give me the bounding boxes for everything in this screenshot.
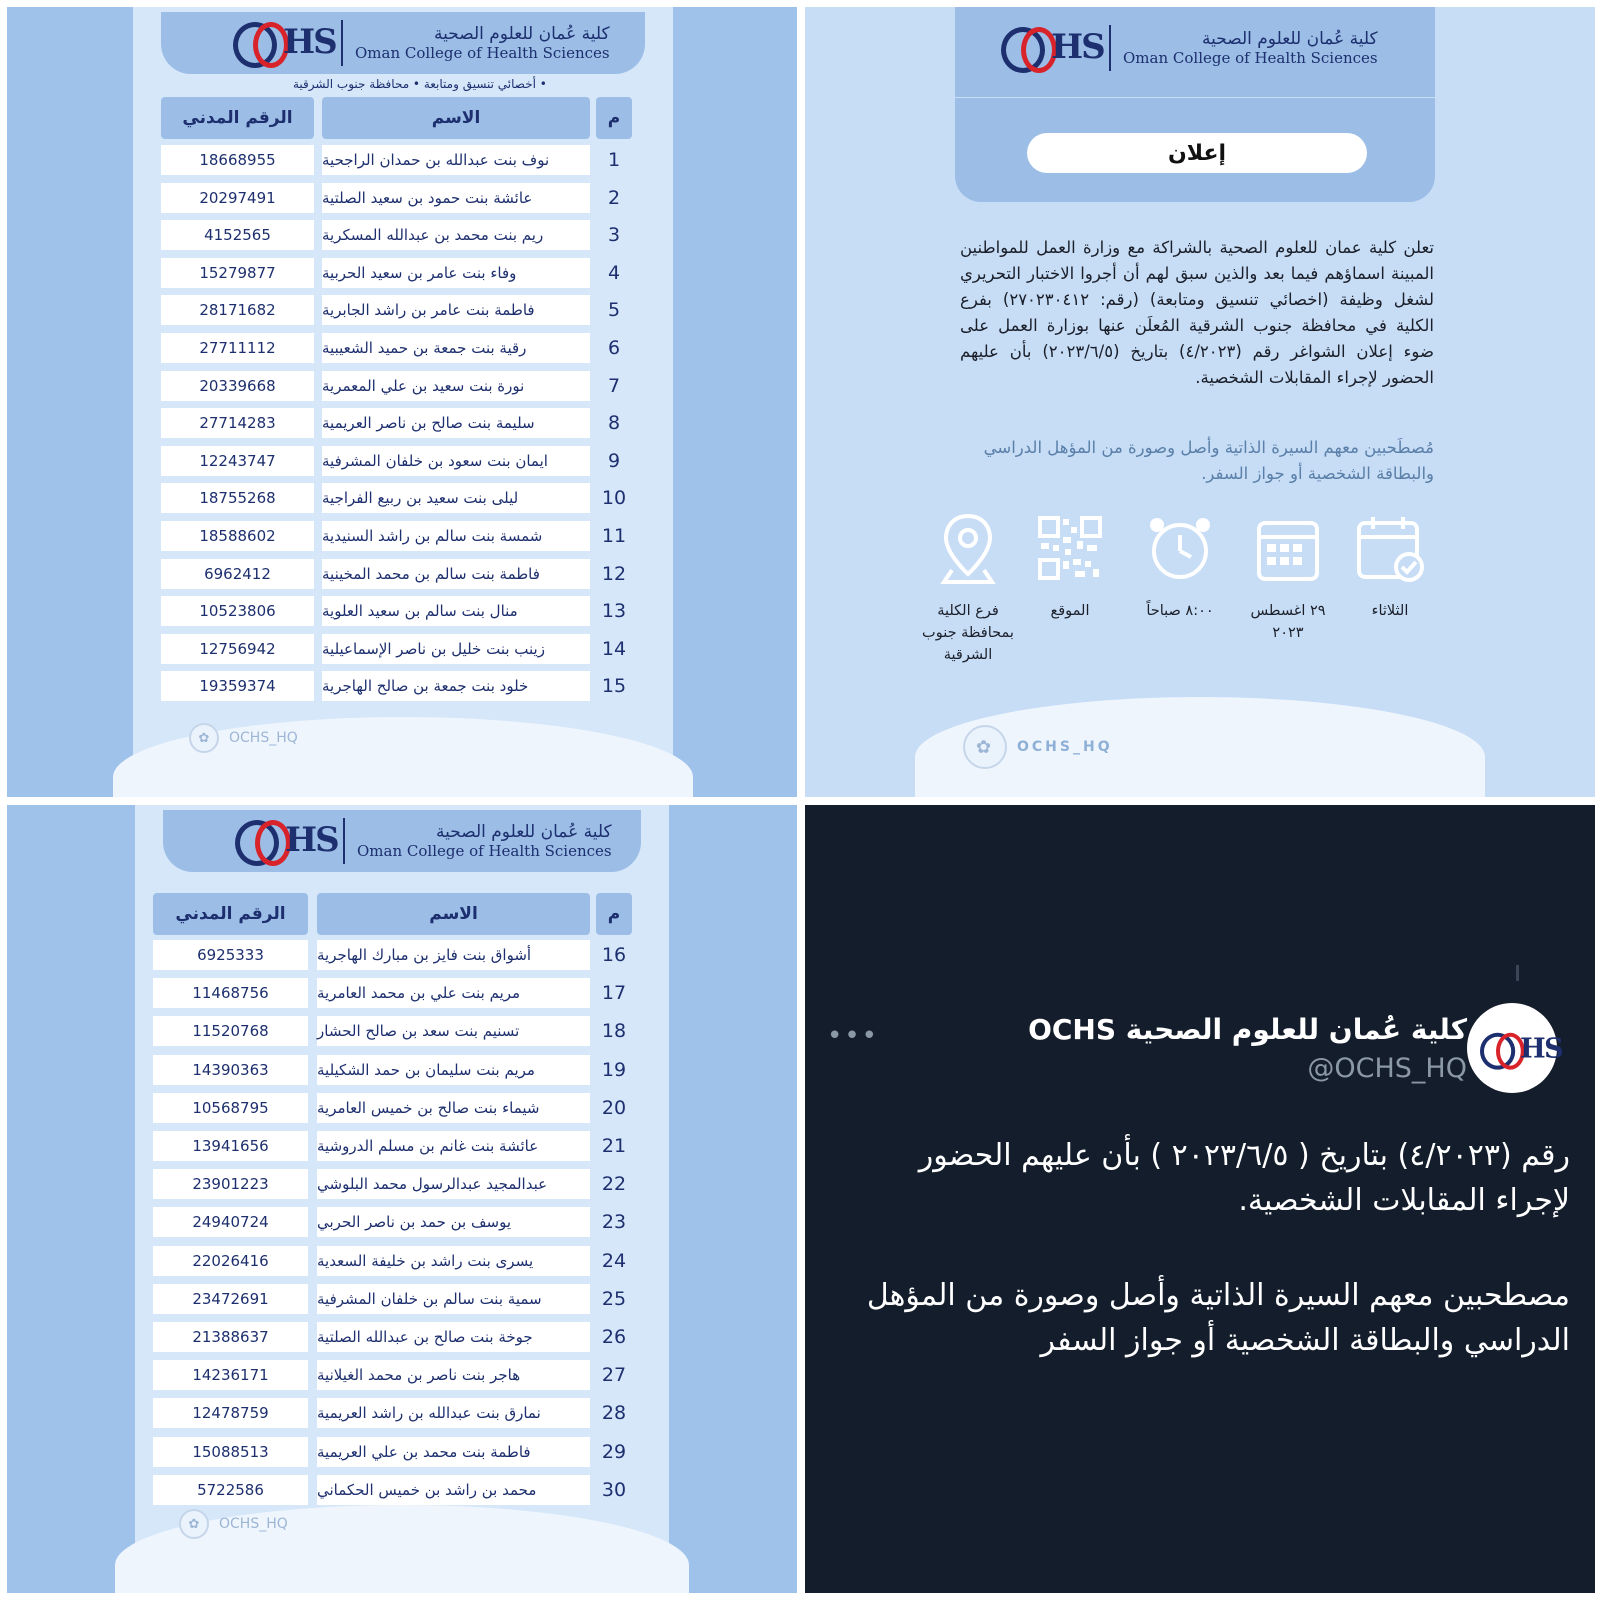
civil-number-cell: 11520768 [153, 1016, 308, 1046]
civil-number-cell: 6925333 [153, 940, 308, 970]
logo-divider [341, 20, 343, 66]
row-number-cell: 14 [601, 637, 627, 660]
row-number-cell: 8 [607, 412, 621, 435]
ochs-logo-mark [1001, 23, 1104, 73]
table-row [133, 220, 673, 250]
name-cell: شمسة بنت سالم بن راشد السنيدية [322, 521, 590, 551]
header-number: م [596, 893, 632, 935]
name-cell: جوخة بنت صالح بن عبدالله الصلتية [317, 1322, 590, 1352]
college-logo [235, 816, 612, 866]
row-number-cell: 3 [607, 224, 621, 247]
name-cell: منال بنت سالم بن سعيد العلوية [322, 596, 590, 626]
twitter-icon: ✿ [189, 723, 219, 753]
row-number-cell: 5 [607, 299, 621, 322]
civil-number-cell: 21388637 [153, 1322, 308, 1352]
name-cell: عائشة بنت حمود بن سعيد الصلتية [322, 183, 590, 213]
logo-letters: HS [285, 820, 338, 860]
logo-english-name: Oman College of Health Sciences [1123, 49, 1378, 67]
list-card [135, 805, 669, 1593]
ochs-logo-mark [235, 816, 338, 866]
thread-line [1516, 965, 1519, 981]
tweet-panel [805, 805, 1595, 1593]
civil-number-cell: 18668955 [161, 145, 314, 175]
header-name: الاسم [317, 893, 590, 935]
logo-letters: HS [1520, 1032, 1563, 1065]
row-number-cell: 13 [601, 600, 627, 623]
logo-banner [163, 810, 641, 872]
row-number-cell: 11 [601, 525, 627, 547]
avatar[interactable] [1467, 1003, 1563, 1093]
list-subtitle: • أخصائي تنسيق ومتابعة • محافظة جنوب الشرقية [293, 77, 547, 91]
table-row [133, 671, 673, 701]
location-pin-icon [933, 512, 1003, 584]
row-number-cell: 4 [607, 261, 621, 284]
twitter-footer [179, 1509, 288, 1539]
twitter-handle: OCHS_HQ [219, 1516, 288, 1532]
row-number-cell: 15 [601, 675, 627, 698]
name-cell: نوف بنت عبدالله بن حمدان الراجحية [322, 145, 590, 175]
row-number-cell: 28 [601, 1402, 627, 1425]
info-time-label: ٨:٠٠ صباحاً [1146, 603, 1214, 619]
row-number-cell: 10 [601, 487, 627, 510]
civil-number-cell: 20339668 [161, 371, 314, 401]
civil-number-cell: 12478759 [153, 1398, 308, 1428]
row-number-cell: 12 [601, 562, 627, 585]
table-row [135, 1169, 669, 1199]
table-row [133, 483, 673, 513]
civil-number-cell: 15088513 [153, 1437, 308, 1467]
table-row [135, 1398, 669, 1428]
row-number-cell: 9 [607, 449, 621, 472]
civil-number-cell: 27711112 [161, 333, 314, 363]
row-number-cell: 26 [601, 1326, 627, 1348]
civil-number-cell: 12243747 [161, 446, 314, 476]
civil-number-cell: 24940724 [153, 1207, 308, 1237]
row-number-cell: 18 [601, 1020, 627, 1043]
name-cell: هاجر بنت ناصر بن محمد الغيلانية [317, 1360, 590, 1390]
name-cell: يسرى بنت راشد بن خليفة السعدية [317, 1246, 590, 1276]
table-row [133, 145, 673, 175]
logo-arabic-name: كلية عُمان للعلوم الصحية [434, 24, 610, 44]
info-branch-label: فرع الكلية بمحافظة جنوب الشرقية [922, 603, 1014, 663]
row-number-cell: 25 [601, 1287, 627, 1310]
table-header [135, 893, 669, 935]
name-cell: ريم بنت محمد بن عبدالله المسكرية [322, 220, 590, 250]
twitter-handle: OCHS_HQ [229, 730, 298, 746]
name-cell: سمية بنت سالم بن خلفان المشرفية [317, 1284, 590, 1314]
row-number-cell: 20 [601, 1096, 627, 1119]
header-name: الاسم [322, 97, 590, 139]
civil-number-cell: 28171682 [161, 295, 314, 325]
logo-arabic-name: كلية عُمان للعلوم الصحية [436, 822, 612, 842]
name-cell: ليلى بنت سعيد بن ربيع الفراجية [322, 483, 590, 513]
info-date [1243, 512, 1333, 644]
logo-banner [161, 12, 645, 74]
logo-divider [343, 818, 345, 864]
table-row [133, 521, 673, 551]
name-cell: وفاء بنت عامر بن سعيد الحربية [322, 258, 590, 288]
list-panel-part2 [7, 805, 797, 1593]
table-row [135, 978, 669, 1008]
logo-letters: HS [1051, 27, 1104, 67]
civil-number-cell: 20297491 [161, 183, 314, 213]
civil-number-cell: 14236171 [153, 1360, 308, 1390]
header-civil-number: الرقم المدني [161, 97, 314, 139]
civil-number-cell: 10568795 [153, 1093, 308, 1123]
table-row [133, 408, 673, 438]
name-cell: فاطمة بنت سالم بن محمد المخينية [322, 559, 590, 589]
ochs-logo-mark [233, 18, 336, 68]
row-number-cell: 7 [607, 374, 621, 397]
college-logo [1001, 23, 1378, 73]
name-cell: ايمان بنت سعود بن خلفان المشرفية [322, 446, 590, 476]
civil-number-cell: 27714283 [161, 408, 314, 438]
table-row [135, 1207, 669, 1237]
header-divider [955, 97, 1435, 98]
name-cell: يوسف بن حمد بن ناصر الحربي [317, 1207, 590, 1237]
calendar-check-icon [1355, 512, 1425, 584]
row-number-cell: 24 [601, 1249, 627, 1272]
info-day [1345, 512, 1435, 622]
table-row [135, 1475, 669, 1505]
table-row [133, 258, 673, 288]
row-number-cell: 21 [601, 1135, 627, 1157]
info-day-label: الثلاثاء [1371, 603, 1409, 619]
table-row [133, 559, 673, 589]
twitter-icon: ✿ [179, 1509, 209, 1539]
civil-number-cell: 22026416 [153, 1246, 308, 1276]
twitter-icon: ✿ [963, 725, 1007, 769]
table-row [135, 1437, 669, 1467]
college-logo [233, 18, 610, 68]
table-row [135, 1093, 669, 1123]
row-number-cell: 19 [601, 1058, 627, 1081]
name-cell: رقية بنت جمعة بن حميد الشعيبية [322, 333, 590, 363]
name-cell: أشواق بنت فايز بن مبارك الهاجرية [317, 940, 590, 970]
name-cell: تسنيم بنت سعد بن صالح الحشار [317, 1016, 590, 1046]
name-cell: مريم بنت سليمان بن حمد الشكيلية [317, 1055, 590, 1085]
table-row [135, 940, 669, 970]
row-number-cell: 22 [601, 1173, 627, 1196]
twitter-footer [963, 725, 1113, 769]
name-cell: فاطمة بنت عامر بن راشد الجابرية [322, 295, 590, 325]
table-row [133, 333, 673, 363]
civil-number-cell: 10523806 [161, 596, 314, 626]
civil-number-cell: 15279877 [161, 258, 314, 288]
tweet-paragraph-2: مصطحبين معهم السيرة الذاتية وأصل وصورة من المؤهل الدراسي والبطاقة الشخصية أو جواز السفر [866, 1278, 1570, 1358]
name-cell: عائشة بنت غانم بن مسلم الدروشية [317, 1131, 590, 1161]
table-row [135, 1131, 669, 1161]
civil-number-cell: 18755268 [161, 483, 314, 513]
header-number: م [596, 97, 632, 139]
logo-text [357, 822, 612, 860]
alarm-clock-icon [1145, 512, 1215, 584]
civil-number-cell: 23472691 [153, 1284, 308, 1314]
table-row [135, 1016, 669, 1046]
table-row [135, 1322, 669, 1352]
table-row [133, 295, 673, 325]
info-location[interactable] [1025, 512, 1115, 622]
announcement-title: إعلان [1027, 133, 1367, 173]
info-branch [923, 512, 1013, 666]
announcement-body: تعلن كلية عمان للعلوم الصحية بالشراكة مع وزارة العمل للمواطنين المبينة اسماؤهم فيما بعد والذين سبق لهم أن أجروا الاختبار التحريري لشغل وظيفة (اخصائي تنسيق ومتابعة) (رقم: ٢٧٠٢٣٠٤١٢) بفرع الكلية في محافظة جنوب الشرقية المُعلَن عنها بوزارة العمل على ضوء إعلان الشواغر رقم (٤/٢٠٢٣) بتاريخ (٢٠٢٣/٦/٥) بأن عليهم الحضور لإجراء المقابلات الشخصية. [960, 238, 1434, 387]
name-cell: سليمة بنت صالح بن ناصر العريمية [322, 408, 590, 438]
row-number-cell: 2 [607, 186, 621, 209]
logo-arabic-name: كلية عُمان للعلوم الصحية [1202, 29, 1378, 49]
event-info-icons [922, 512, 1435, 682]
announcement-note: مُصطَحبين معهم السيرة الذاتية وأصل وصورة من المؤهل الدراسي والبطاقة الشخصية أو جواز السفر. [983, 438, 1434, 483]
logo-divider [1109, 25, 1111, 71]
info-time [1135, 512, 1225, 622]
table-row [135, 1246, 669, 1276]
table-row [135, 1360, 669, 1390]
row-number-cell: 27 [601, 1364, 627, 1387]
civil-number-cell: 12756942 [161, 634, 314, 664]
twitter-footer [189, 723, 298, 753]
civil-number-cell: 11468756 [153, 978, 308, 1008]
announcement-panel [805, 7, 1595, 797]
tweet-handle[interactable]: @OCHS_HQ [1307, 1053, 1467, 1084]
civil-number-cell: 4152565 [161, 220, 314, 250]
logo-letters: HS [283, 22, 336, 62]
header-civil-number: الرقم المدني [153, 893, 308, 935]
info-date-label: ٢٩ اغسطس ٢٠٢٣ [1250, 603, 1326, 641]
name-cell: مريم بنت علي بن محمد العامرية [317, 978, 590, 1008]
civil-number-cell: 13941656 [153, 1131, 308, 1161]
civil-number-cell: 5722586 [153, 1475, 308, 1505]
list-card [133, 7, 673, 797]
row-number-cell: 6 [607, 337, 621, 359]
logo-english-name: Oman College of Health Sciences [355, 44, 610, 62]
row-number-cell: 30 [601, 1478, 627, 1501]
civil-number-cell: 19359374 [161, 671, 314, 701]
table-row [133, 596, 673, 626]
logo-text [1123, 29, 1378, 67]
ochs-logo-mark [1480, 1030, 1563, 1067]
row-number-cell: 17 [601, 982, 627, 1005]
tweet-paragraph-1: رقم (٤/٢٠٢٣) بتاريخ ( ٢٠٢٣/٦/٥ ) بأن عليهم الحضور لإجراء المقابلات الشخصية. [918, 1138, 1570, 1218]
table-header [133, 97, 673, 139]
civil-number-cell: 18588602 [161, 521, 314, 551]
name-cell: عبدالمجيد عبدالرسول محمد البلوشي [317, 1169, 590, 1199]
row-number-cell: 16 [601, 944, 627, 966]
civil-number-cell: 23901223 [153, 1169, 308, 1199]
table-row [133, 183, 673, 213]
name-cell: زينب بنت خليل بن ناصر الإسماعيلية [322, 634, 590, 664]
twitter-handle: OCHS_HQ [1017, 739, 1113, 755]
qr-code-icon[interactable] [1035, 512, 1105, 584]
name-cell: نورة بنت سعيد بن علي المعمرية [322, 371, 590, 401]
table-row [135, 1055, 669, 1085]
civil-number-cell: 14390363 [153, 1055, 308, 1085]
row-number-cell: 23 [601, 1211, 627, 1234]
name-cell: نمارق بنت عبدالله بن راشد العريمية [317, 1398, 590, 1428]
announcement-header [955, 7, 1435, 202]
name-cell: محمد بن راشد بن خميس الحكماني [317, 1475, 590, 1505]
more-icon[interactable]: ••• [827, 1021, 880, 1051]
row-number-cell: 29 [601, 1440, 627, 1463]
table-row [133, 446, 673, 476]
table-row [135, 1284, 669, 1314]
tweet-display-name[interactable]: كلية عُمان للعلوم الصحية OCHS [1028, 1013, 1467, 1046]
info-location-label: الموقع [1050, 603, 1090, 619]
logo-english-name: Oman College of Health Sciences [357, 842, 612, 860]
name-cell: خلود بنت جمعة بن صالح الهاجرية [322, 671, 590, 701]
table-row [133, 634, 673, 664]
row-number-cell: 1 [607, 149, 621, 171]
logo-text [355, 24, 610, 62]
calendar-icon [1253, 512, 1323, 584]
table-row [133, 371, 673, 401]
list-panel-part1 [7, 7, 797, 797]
name-cell: فاطمة بنت محمد بن علي العريمية [317, 1437, 590, 1467]
civil-number-cell: 6962412 [161, 559, 314, 589]
name-cell: شيماء بنت صالح بن خميس العامرية [317, 1093, 590, 1123]
